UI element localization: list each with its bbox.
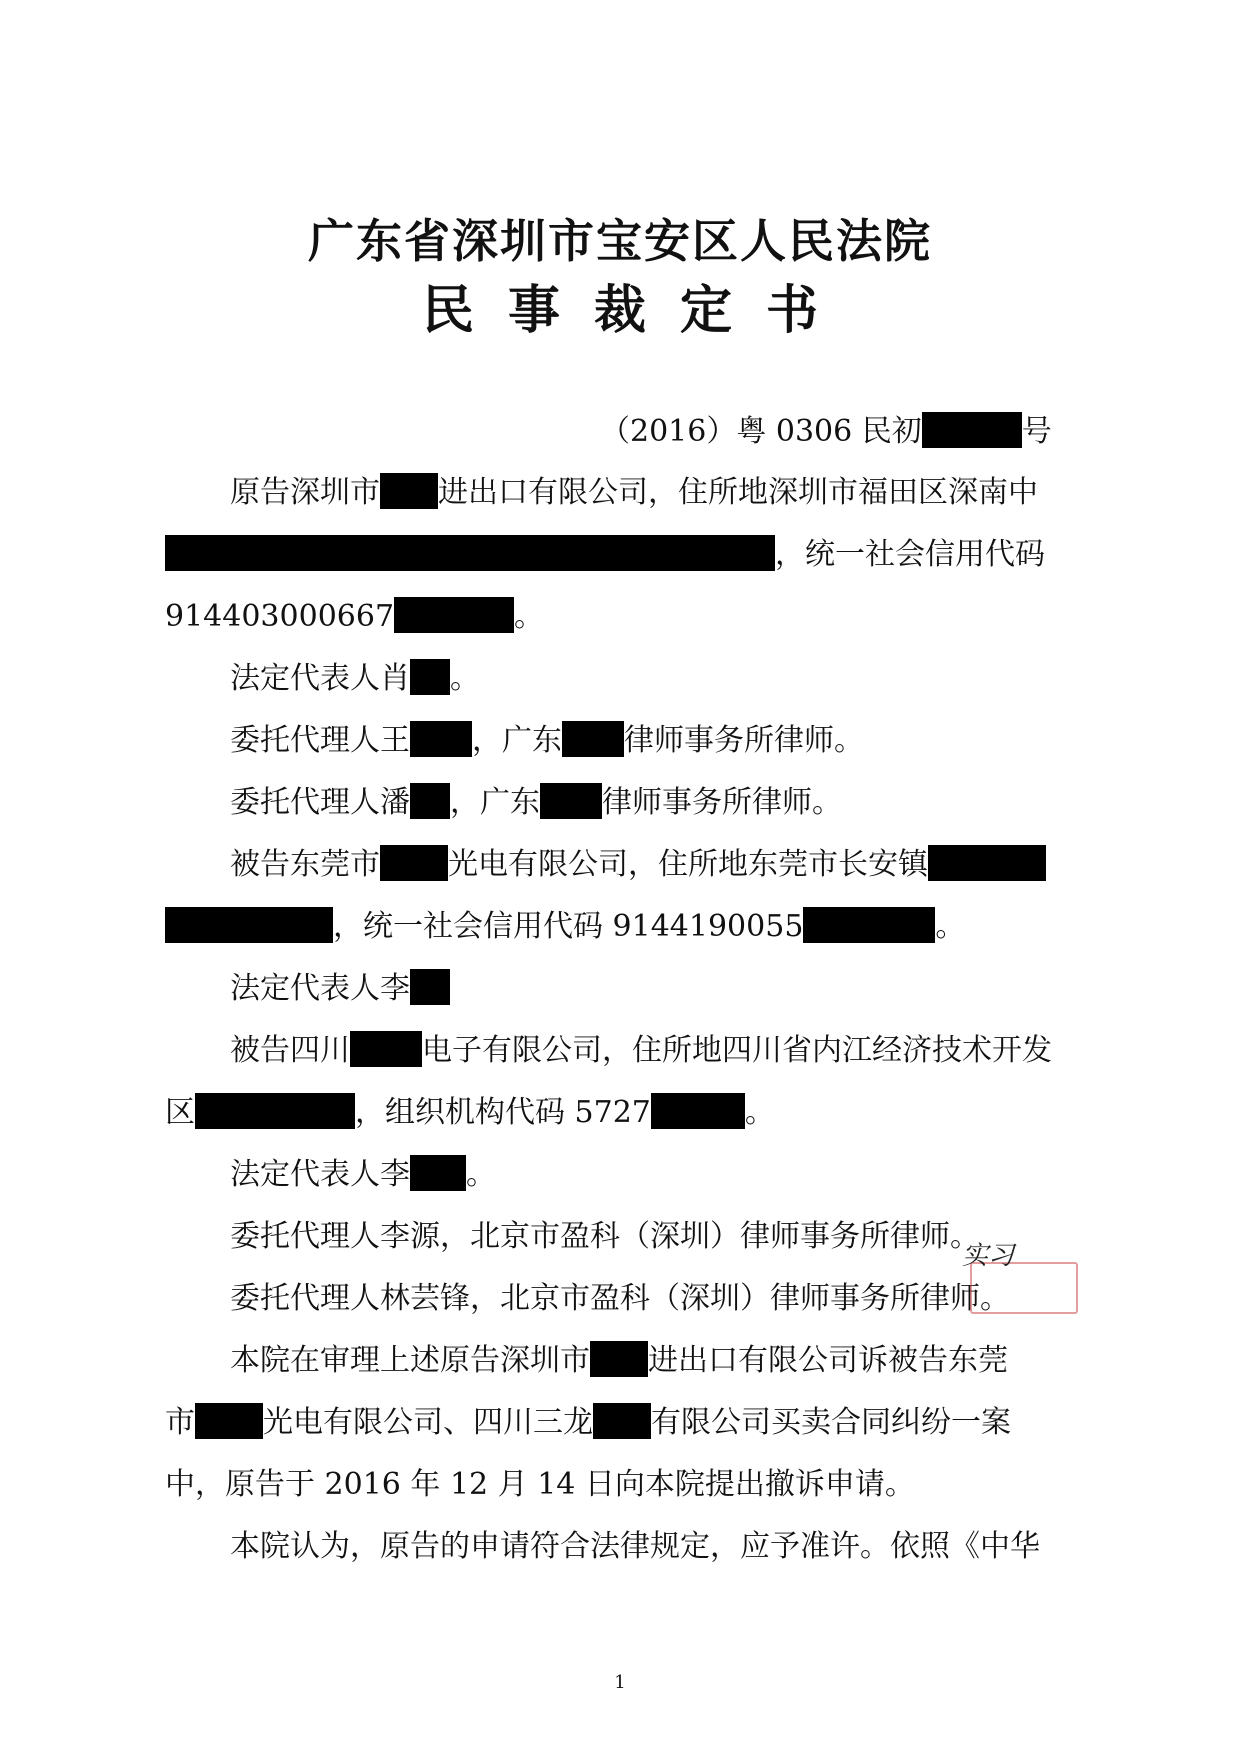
redaction xyxy=(540,783,602,819)
body-line-4: 本院认为，原告的申请符合法律规定，应予准许。依照《中华 xyxy=(230,1529,1040,1564)
redaction xyxy=(803,907,935,943)
defendant-1-line-2: ，统一社会信用代码 9144190055 。 xyxy=(165,907,965,947)
redaction xyxy=(410,1155,466,1191)
defendant-1-line-1: 被告东莞市 光电有限公司，住所地东莞市长安镇 xyxy=(230,845,1046,885)
agent-3: 委托代理人李源，北京市盈科（深圳）律师事务所律师。 xyxy=(230,1219,980,1254)
redaction xyxy=(195,1093,355,1129)
body-line-1: 本院在审理上述原告深圳市 进出口有限公司诉被告东莞 xyxy=(230,1343,1008,1378)
defendant-1-representative: 法定代表人李 xyxy=(230,969,450,1009)
case-number: （2016）粤 0306 民初 号 xyxy=(600,414,1052,449)
agent-4: 委托代理人林芸锋，北京市盈科（深圳）律师事务所律师。 xyxy=(230,1281,1010,1316)
redaction xyxy=(350,1031,422,1067)
court-name: 广东省深圳市宝安区人民法院 xyxy=(308,214,932,268)
plaintiff-line-1: 原告深圳市 进出口有限公司，住所地深圳市福田区深南中 xyxy=(230,475,1038,510)
redaction xyxy=(410,783,450,819)
defendant-2-line-2: 区 ，组织机构代码 5727 。 xyxy=(165,1095,775,1130)
plaintiff-line-2: ，统一社会信用代码 xyxy=(165,535,1045,575)
redaction xyxy=(562,721,624,757)
redaction xyxy=(651,1093,745,1129)
defendant-2-line-1: 被告四川 电子有限公司，住所地四川省内江经济技术开发 xyxy=(230,1033,1052,1068)
agent-1: 委托代理人王 ，广东 律师事务所律师。 xyxy=(230,723,864,758)
redaction xyxy=(380,473,438,509)
redaction xyxy=(410,969,450,1005)
redaction xyxy=(590,1341,648,1377)
page-number: 1 xyxy=(614,1672,626,1693)
handwritten-note: 实习 xyxy=(962,1241,1015,1271)
body-line-3: 中，原告于 2016 年 12 月 14 日向本院提出撤诉申请。 xyxy=(165,1467,915,1502)
agent-2: 委托代理人潘 ，广东 律师事务所律师。 xyxy=(230,785,842,820)
redaction xyxy=(922,412,1022,448)
redaction xyxy=(410,659,450,695)
plaintiff-representative: 法定代表人肖 。 xyxy=(230,661,480,696)
redaction xyxy=(928,845,1046,881)
redaction xyxy=(195,1403,263,1439)
redaction xyxy=(394,597,514,633)
plaintiff-line-3: 914403000667 。 xyxy=(165,599,545,634)
redaction xyxy=(165,535,775,571)
document-type: 民事裁定书 xyxy=(421,280,852,341)
defendant-2-representative: 法定代表人李 。 xyxy=(230,1157,496,1192)
redaction xyxy=(410,721,472,757)
redaction xyxy=(380,845,448,881)
redaction xyxy=(165,907,333,943)
body-line-2: 市 光电有限公司、四川三龙 有限公司买卖合同纠纷一案 xyxy=(165,1405,1011,1440)
redaction xyxy=(593,1403,651,1439)
